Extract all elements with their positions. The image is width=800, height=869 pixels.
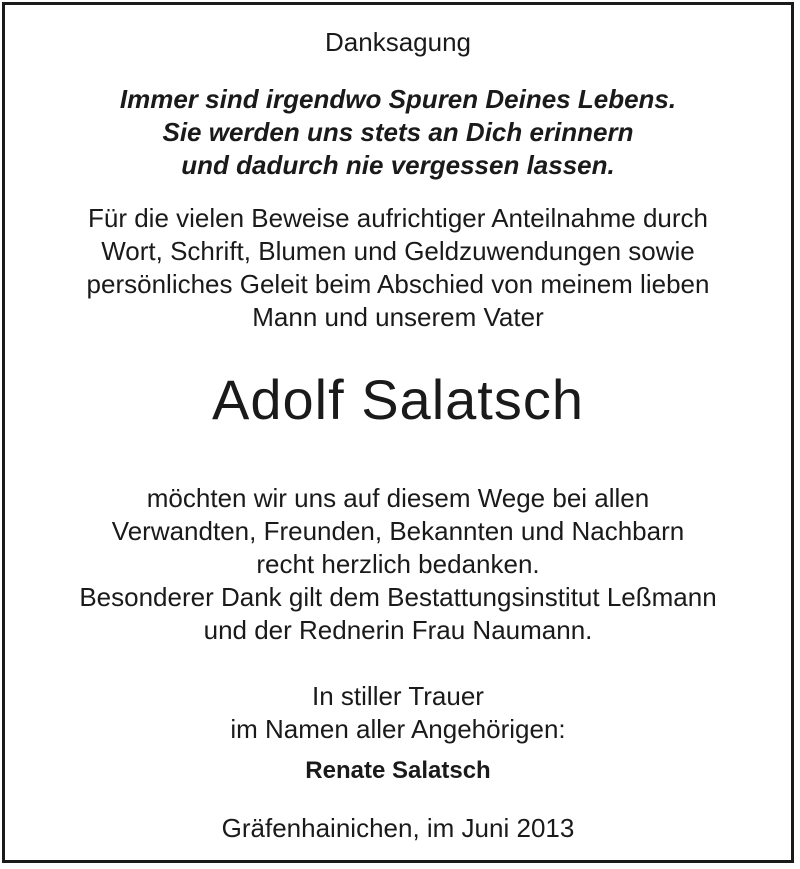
- quote-line-3: und dadurch nie vergessen lassen.: [181, 150, 615, 180]
- mourning-line-1: In stiller Trauer: [312, 681, 484, 711]
- signer-name: Renate Salatsch: [305, 757, 491, 784]
- intro-line-4: Mann und unserem Vater: [252, 302, 544, 332]
- intro-line-2: Wort, Schrift, Blumen und Geldzuwendungen sowie: [101, 236, 695, 266]
- notice-heading: Danksagung: [325, 27, 471, 57]
- quote-line-2: Sie werden uns stets an Dich erinnern: [162, 117, 634, 147]
- thanks-line-3: recht herzlich bedanken.: [256, 549, 540, 579]
- thanks-line-2: Verwandten, Freunden, Bekannten und Nachbarn: [111, 516, 685, 546]
- thanks-line-1: möchten wir uns auf diesem Wege bei allen: [146, 483, 650, 513]
- intro-line-1: Für die vielen Beweise aufrichtiger Anteilnahme durch: [87, 203, 708, 233]
- mourning-line-2: im Namen aller Angehörigen:: [230, 714, 566, 744]
- special-thanks-line-1: Besonderer Dank gilt dem Bestattungsinstitut Leßmann: [79, 582, 717, 612]
- deceased-name: Adolf Salatsch: [212, 368, 584, 431]
- special-thanks-line-2: und der Rednerin Frau Naumann.: [203, 615, 593, 645]
- obituary-notice: [2, 2, 794, 863]
- place-and-date: Gräfenhainichen, im Juni 2013: [221, 813, 575, 843]
- quote-line-1: Immer sind irgendwo Spuren Deines Lebens.: [119, 84, 677, 114]
- intro-line-3: persönliches Geleit beim Abschied von meinem lieben: [86, 269, 710, 299]
